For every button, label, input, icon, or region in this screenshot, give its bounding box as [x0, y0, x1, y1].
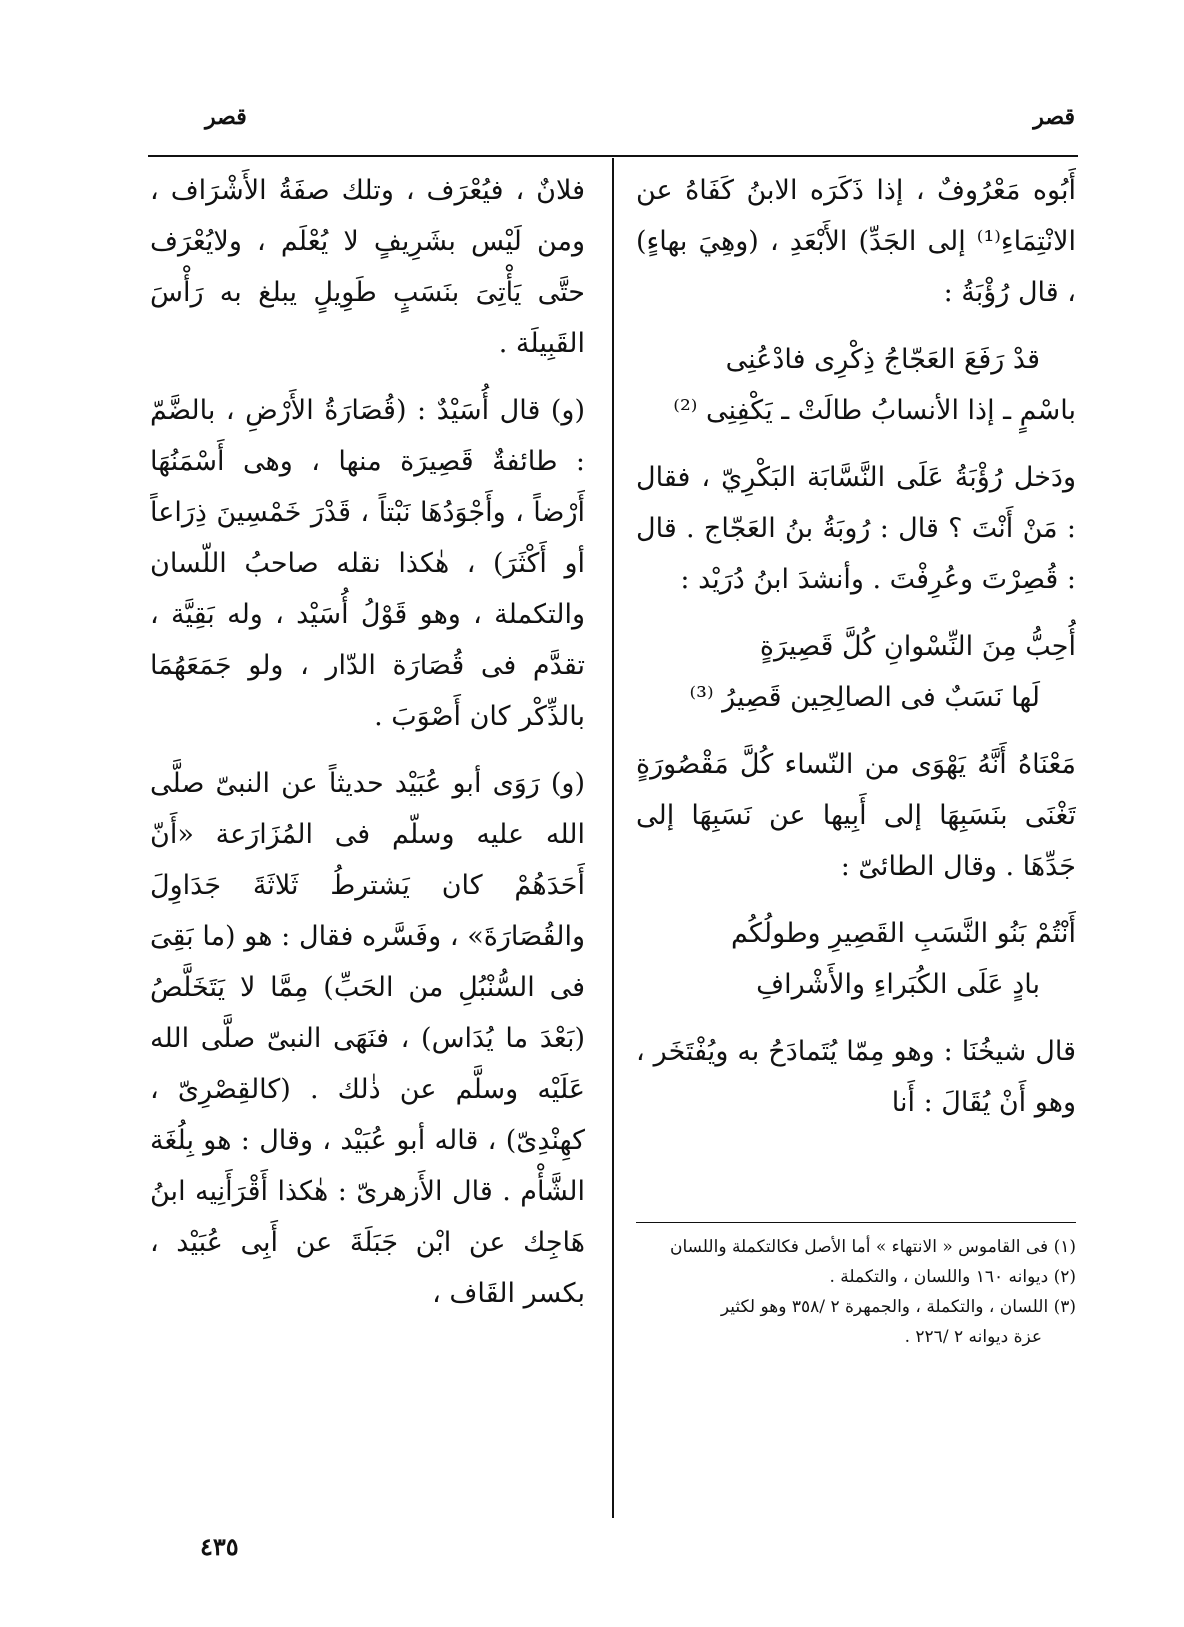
verse-tai	[636, 908, 1076, 1010]
running-head-right: قصر	[1033, 104, 1075, 130]
running-head-left: قصر	[205, 104, 247, 130]
footnotes	[636, 1232, 1076, 1502]
verse-ibn-durayd	[636, 621, 1076, 723]
footnote-rule	[636, 1222, 1076, 1223]
footnote-3: (٣) اللسان ، والتكملة ، والجمهرة ٢ /٣٥٨ وهو لكثير	[720, 1297, 1076, 1317]
left-paragraph-1: فلانٌ ، فيُعْرَف ، وتلك صفَةُ الأَشْرَاف ، ومن لَيْس بشَرِيفٍ لا يُعْلَم ، ولايُعْرَف حتَّى يَأْتِىَ بنَسَبٍ طَوِيلٍ يبلغ به رَأْسَ القَبِيلَة .	[150, 175, 585, 359]
page-number: ٤٣٥	[200, 1532, 239, 1561]
verse-line: باسْمٍ ـ إذا الأنسابُ طالَتْ ـ يَكْفِنِى ⁽²⁾	[673, 395, 1076, 426]
footnote-3-continued: عزة ديوانه ٢ /٢٢٦ .	[904, 1327, 1042, 1347]
page-header	[150, 104, 1075, 144]
footnote-1: (١) فى القاموس « الانتهاء » أما الأصل فكالتكملة واللسان	[669, 1237, 1076, 1257]
verse-line: أَنْتُمْ بَنُو النَّسَبِ القَصِيرِ وطولُكُم	[731, 918, 1076, 949]
header-rule	[148, 155, 1078, 157]
verse-ruba	[636, 334, 1076, 436]
right-column	[636, 165, 1076, 1195]
verse-line: قدْ رَفَعَ العَجّاجُ ذِكْرِى فادْعُنِى	[725, 344, 1040, 375]
right-paragraph-2: ودَخل رُؤْبَةُ عَلَى النَّسَّابَة البَكْرِيّ ، فقال : مَنْ أَنْتَ ؟ قال : رُوبَةُ بنُ العَجّاج . قال : قُصِرْتَ وعُرِفْتَ . وأنشدَ ابنُ دُرَيْد :	[636, 462, 1076, 595]
right-paragraph-1: أَبُوه مَعْرُوفٌ ، إذا ذَكَرَه الابنُ كَفَاهُ عن الانْتِمَاءِ⁽¹⁾ إلى الجَدِّ) الأَبْعَدِ ، (وهِيَ بهاءٍ) ، قال رُؤْبَةُ :	[636, 175, 1076, 308]
column-divider	[612, 158, 614, 1518]
right-paragraph-4: قال شيخُنَا : وهو مِمّا يُتَمادَحُ به ويُفْتَخَر ، وهو أَنْ يُقَالَ : أَنا	[636, 1036, 1076, 1118]
right-paragraph-3: مَعْنَاهُ أَنَّهُ يَهْوَى من النّساء كُلَّ مَقْصُورَةٍ تَغْنَى بنَسَبِهَا إلى أَبِيها عن نَسَبِهَا إلى جَدِّهَا . وقال الطائىّ :	[636, 749, 1076, 882]
verse-line: لَها نَسَبٌ فى الصالِحِين قَصِيرُ ⁽³⁾	[689, 682, 1040, 713]
left-column	[150, 165, 585, 1535]
left-paragraph-2: (و) قال أُسَيْدٌ : (قُصَارَةُ الأَرْضِ ، بالضَّمّ : طائفةٌ قَصِيرَة منها ، وهى أَسْمَنُهَا أَرْضاً ، وأَجْوَدُهَا نَبْتاً ، قَدْرَ خَمْسِينَ ذِرَاعاً أو أَكْثَرَ) ، هٰكذا نقله صاحبُ اللّسان والتكملة ، وهو قَوْلُ أُسَيْد ، وله بَقِيَّة ، تقدَّم فى قُصَارَة الدّار ، ولو جَمَعَهُمَا بالذِّكْر كان أَصْوَبَ .	[150, 395, 585, 732]
footnote-2: (٢) ديوانه ١٦٠ واللسان ، والتكملة .	[829, 1267, 1076, 1287]
verse-line: بادٍ عَلَى الكُبَراءِ والأَشْرافِ	[756, 969, 1040, 1000]
verse-line: أُحِبُّ مِنَ النِّسْوانِ كُلَّ قَصِيرَةٍ	[759, 631, 1076, 662]
left-paragraph-3: (و) رَوَى أبو عُبَيْد حديثاً عن النبىّ صلَّى الله عليه وسلّم فى المُزَارَعة «أَنّ أَحَدَهُمْ كان يَشترطُ ثَلاثَةَ جَدَاوِلَ والقُصَارَةَ» ، وفَسَّره فقال : هو (ما بَقِىَ فى السُّنْبُلِ من الحَبِّ) مِمَّا لا يَتَخَلَّصُ (بَعْدَ ما يُدَاس) ، فنَهَى النبىّ صلَّى الله عَلَيْه وسلَّم عن ذٰلك . (كالقِصْرِىّ ، كهِنْدِىّ) ، قاله أبو عُبَيْد ، وقال : هو بِلُغَة الشَّأْم . قال الأَزهرىّ : هٰكذا أَقْرَأَنِيه ابنُ هَاجِك عن ابْن جَبَلَةَ عن أَبِى عُبَيْد ، بكسر القَاف ،	[150, 768, 585, 1309]
